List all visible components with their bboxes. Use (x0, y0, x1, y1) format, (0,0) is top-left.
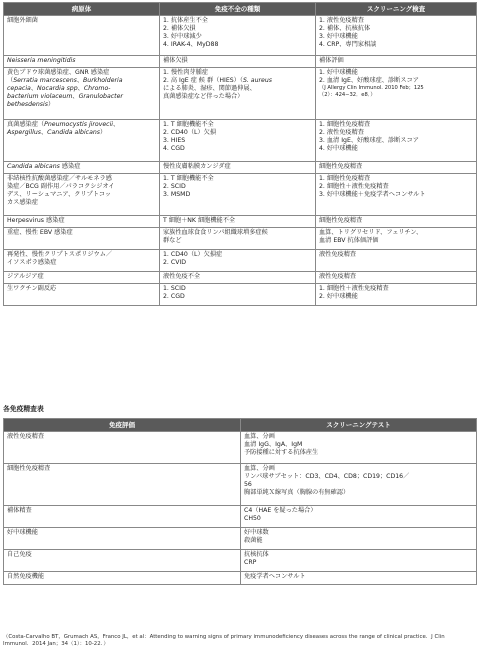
tests-cell (241, 464, 477, 506)
pathogen-text: 細胞外細菌 (7, 17, 38, 24)
screening-item: 2. 血清 IgE、好酸球症、診断スコア (319, 77, 419, 85)
table-row (4, 16, 477, 56)
screening-item: 細胞性免疫精査 (319, 217, 363, 224)
deficiency-cell (160, 120, 316, 162)
deficiency-item: 1. CD40（L）欠損症 (163, 251, 223, 258)
screening-item: 1. 液性免疫精査 (319, 17, 364, 24)
deficiency-cell (160, 68, 316, 120)
deficiency-cell (160, 284, 316, 306)
screening-item: 1. 細胞性免疫精査 (319, 175, 371, 182)
screening-item: 3. 好中球機能＋免疫学者へコンサルト (319, 191, 426, 199)
evaluation-label: 細胞性免疫精査 (4, 464, 241, 506)
screening-cell (316, 174, 477, 216)
evaluation-label: 補体精査 (4, 506, 241, 528)
deficiency-item: 4. IRAK-4、MyD88 (163, 41, 219, 49)
screening-item: 1. 細胞性免疫精査 (319, 121, 371, 128)
table-row (4, 272, 477, 284)
pathogen-text: 再発性、慢性クリプトスポリジウム／ (7, 251, 113, 258)
table-row (4, 464, 477, 506)
deficiency-item: による肺炎、湿疹、関節過伸展、 (163, 85, 256, 93)
header-evaluation: 免疫評価 (4, 419, 241, 432)
deficiency-cell (160, 16, 316, 56)
deficiency-cell (160, 216, 316, 228)
pathogen-cell (4, 162, 160, 174)
deficiency-item: 慢性皮膚粘膜カンジダ症 (163, 163, 231, 170)
test-item: 抗核抗体 (244, 551, 269, 558)
citation-footnote: （Costa-Carvalho BT，Grumach AS，Franco JL，et al：Attending to warning signs of primary immunodeficiency diseases across the range of clinical practice．J Clin Immunol．2014 Jan；34（1）：10-22．） (3, 634, 445, 648)
pathogen-text: （Serratia marcescens、Burkholderia (7, 77, 123, 85)
deficiency-item: 2. CVID (163, 259, 187, 267)
table-row (4, 174, 477, 216)
pathogen-cell (4, 250, 160, 272)
pathogen-text: bacterium violaceum、Granulobacter (7, 93, 123, 101)
deficiency-item: 3. HIES (163, 137, 186, 145)
screening-cell (316, 272, 477, 284)
pathogen-cell (4, 284, 160, 306)
header-screening: スクリーニング検査 (316, 3, 477, 16)
test-item: 免疫学者へコンサルト (244, 573, 306, 580)
screening-item: 2. 液性免疫精査 (319, 129, 364, 137)
deficiency-item: 3. MSMD (163, 191, 191, 199)
table-row (4, 528, 477, 550)
tests-cell (241, 506, 477, 528)
table-row (4, 56, 477, 68)
deficiency-item: T 細胞＋NK 細胞機能不全 (163, 217, 236, 224)
screening-item: 1. 細胞性＋液性免疫精査 (319, 285, 389, 292)
screening-cell (316, 16, 477, 56)
deficiency-cell (160, 174, 316, 216)
deficiency-item: 液性免疫不全 (163, 273, 201, 280)
deficiency-item: 1. 抗体産生不全 (163, 17, 208, 24)
table-row (4, 432, 477, 464)
table-row (4, 216, 477, 228)
pathogen-cell (4, 120, 160, 162)
pathogen-text: イソスポラ感染症 (7, 259, 57, 267)
screening-item: （2）：424−32．e8．） (319, 91, 376, 98)
pathogen-cell (4, 56, 160, 68)
deficiency-item: 真菌感染症など伴った場合） (163, 93, 244, 101)
section-title: 各免疫精査表 (3, 405, 44, 413)
screening-item: 4. CRP、専門家相談 (319, 41, 377, 49)
test-item: 血算、分画 (244, 433, 275, 440)
screening-item: 2. 細胞性＋液性免疫精査 (319, 183, 389, 191)
evaluation-label: 液性免疫精査 (4, 432, 241, 464)
header-screening-test: スクリーニングテスト (241, 419, 477, 432)
screening-item: 液性免疫精査 (319, 251, 357, 258)
pathogen-cell (4, 68, 160, 120)
deficiency-item: 1. SCID (163, 285, 186, 292)
table-row (4, 120, 477, 162)
pathogen-text: bethesdensis） (7, 101, 55, 109)
screening-item: 2. 好中球機能 (319, 293, 358, 301)
screening-item: （J Allergy Clin Immunol. 2010 Feb；125 (319, 85, 424, 92)
screening-cell (316, 68, 477, 120)
header-pathogen: 病原体 (4, 3, 160, 16)
screening-cell (316, 284, 477, 306)
table-row (4, 550, 477, 572)
deficiency-item: 1. T 細胞機能不全 (163, 175, 214, 182)
pathogen-text: Herpesvirus 感染症 (7, 217, 65, 224)
test-item: 胸部単純Ｘ線写真（胸腺の有無確認） (244, 489, 350, 497)
deficiency-item: 2. CD40（L）欠損 (163, 129, 217, 137)
pathogen-cell (4, 272, 160, 284)
tests-cell (241, 550, 477, 572)
deficiency-cell (160, 56, 316, 68)
pathogen-text: 真菌感染症（Pneumocystis jirovecii、 (7, 121, 120, 128)
screening-cell (316, 120, 477, 162)
table1-header-row (4, 3, 477, 16)
test-item: 血算、分画 (244, 465, 275, 472)
screening-cell (316, 250, 477, 272)
test-item: 殺菌能 (244, 537, 263, 545)
table-row (4, 572, 477, 585)
test-item: 予防接種に対する抗体産生 (244, 449, 319, 457)
test-item: リンパ球サブセット：CD3、CD4、CD8；CD19；CD16／ (244, 473, 410, 481)
table-row (4, 68, 477, 120)
pathogen-cell (4, 174, 160, 216)
test-item: CRP (244, 559, 257, 567)
deficiency-cell (160, 250, 316, 272)
evaluation-label: 自然免疫機能 (4, 572, 241, 585)
screening-item: 4. 好中球機能 (319, 145, 358, 153)
header-deficiency: 免疫不全の種類 (160, 3, 316, 16)
deficiency-item: 3. 好中球減少 (163, 33, 202, 41)
deficiency-item: 2. SCID (163, 183, 186, 191)
pathogen-text: Aspergillus、Candida albicans） (7, 129, 107, 137)
pathogen-text: 黄色ブドウ球菌感染症、GNR 感染症 (7, 69, 110, 76)
tests-cell (241, 432, 477, 464)
table-row (4, 284, 477, 306)
deficiency-item: 2. 補体欠損 (163, 25, 196, 33)
table2-header-row (4, 419, 477, 432)
screening-item: 血清 EBV 抗体価評価 (319, 237, 379, 245)
screening-item: 3. 好中球機能 (319, 33, 358, 41)
deficiency-item: 1. T 細胞機能不全 (163, 121, 214, 128)
screening-item: 3. 血清 IgE、好酸球症、診断スコア (319, 137, 419, 145)
pathogen-text: Neisseria meningitidis (7, 57, 76, 64)
pathogen-cell (4, 228, 160, 250)
deficiency-item: 2. 高 IgE 症 候 群（HIES）（S. aureus (163, 77, 273, 85)
tests-cell (241, 572, 477, 585)
test-item: C4（HAE を疑った場合） (244, 507, 317, 514)
deficiency-item: 4. CGD (163, 145, 185, 153)
screening-item: 補体評価 (319, 57, 344, 64)
deficiency-cell (160, 272, 316, 284)
evaluation-label: 自己免疫 (4, 550, 241, 572)
pathogen-text: ジアルジア症 (7, 273, 44, 280)
deficiency-item: 家族性血球食食リンパ組織球増多症候 (163, 229, 268, 236)
screening-cell (316, 228, 477, 250)
pathogen-cell (4, 16, 160, 56)
tests-cell (241, 528, 477, 550)
table-row (4, 250, 477, 272)
test-item: 好中球数 (244, 529, 269, 536)
deficiency-item: 群など (163, 237, 182, 245)
pathogen-text: カス感染症 (7, 199, 38, 207)
screening-item: 2. 補体、抗核抗体 (319, 25, 371, 33)
table-row (4, 506, 477, 528)
screening-item: 細胞性免疫精査 (319, 163, 363, 170)
pathogen-screening-table (3, 2, 477, 306)
pathogen-text: 生ワクチン副反応 (7, 285, 57, 292)
deficiency-item: 2. CGD (163, 293, 185, 301)
test-item: CH50 (244, 515, 261, 523)
pathogen-text: 非結核性抗酸菌感染症／サルモネラ感 (7, 175, 112, 182)
screening-item: 液性免疫精査 (319, 273, 357, 280)
screening-item: 1. 好中球機能 (319, 69, 358, 76)
immune-evaluation-table (3, 418, 477, 585)
deficiency-item: 補体欠損 (163, 57, 188, 64)
screening-cell (316, 162, 477, 174)
pathogen-text: 重症、慢性 EBV 感染症 (7, 229, 73, 236)
pathogen-text: cepacia、Nocardia spp、Chromo- (7, 85, 111, 93)
test-item: 56 (244, 481, 252, 489)
deficiency-cell (160, 228, 316, 250)
pathogen-text: 染症／BCG 副作用／パラコクシジオイ (7, 183, 115, 191)
screening-cell (316, 216, 477, 228)
pathogen-text: デス、リーシュマニア、クリプトコッ (7, 191, 112, 199)
pathogen-cell (4, 216, 160, 228)
screening-item: 血算、トリグリセリド、フェリチン、 (319, 229, 423, 236)
evaluation-label: 好中球機能 (4, 528, 241, 550)
screening-cell (316, 56, 477, 68)
test-item: 血清 IgG、IgA、IgM (244, 441, 303, 449)
table-row (4, 162, 477, 174)
pathogen-text: Candida albicans 感染症 (7, 163, 81, 170)
deficiency-item: 1. 慢性肉芽腫症 (163, 69, 208, 76)
deficiency-cell (160, 162, 316, 174)
table-row (4, 228, 477, 250)
